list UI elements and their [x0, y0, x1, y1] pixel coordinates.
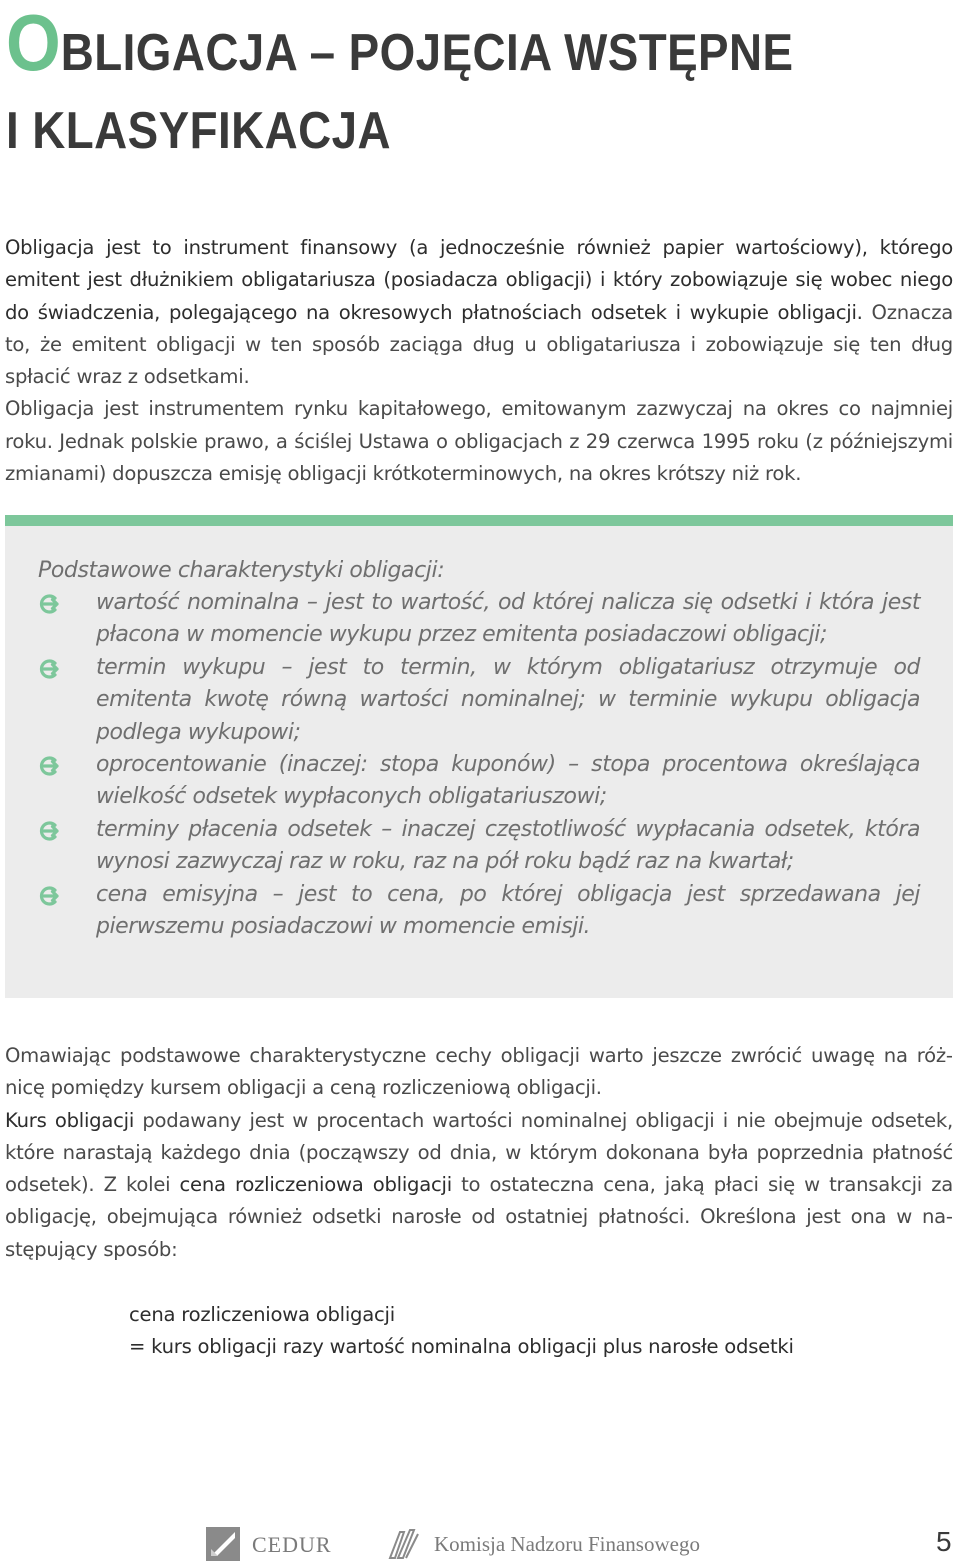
title-line-2: I KLASYFIKACJA	[6, 102, 391, 160]
list-item	[38, 814, 920, 879]
knf-label: Komisja Nadzoru Finansowego	[434, 1532, 700, 1556]
title-line-1	[6, 0, 794, 92]
characteristics-title: Podstawowe charakterystyki obligacji:	[38, 558, 445, 583]
cedur-label: CEDUR	[252, 1532, 332, 1557]
cedur-logo-icon	[206, 1527, 240, 1561]
price-section	[5, 1040, 953, 1266]
page-title	[6, 0, 794, 170]
list-item	[38, 879, 920, 944]
intro-explanation: Oznacza to, że emitent obligacji w ten sposób zaciąga dług u obligatariusza i zobowiązuje się ten dług spłacić wraz z odsetkami.	[5, 300, 953, 389]
intro-definition: Obligacja jest to instrument finansowy (a jednocześnie również papier wartościowy), którego emitent jest dłużnikiem obligatariusza (posiadacza obligacji) i który zobowiązuje się wobec niego do świadczenia, polegającego na okresowych płatnościach odsetek i wykupie obligacji.	[5, 236, 953, 324]
page-footer	[0, 1520, 960, 1563]
title-line-1-text: BLIGACJA – POJĘCIA WSTĘPNE	[60, 24, 794, 82]
page-number: 5	[936, 1526, 952, 1557]
intro-section	[5, 232, 953, 490]
formula-line-1: cena rozliczeniowa obligacji	[129, 1303, 395, 1326]
characteristics-list	[38, 587, 920, 943]
list-item	[38, 587, 920, 652]
formula-line-2: = kurs obligacji razy wartość nominalna obligacji plus narosłe odsetki	[129, 1335, 794, 1359]
price-text-2: to ostateczna cena, jaką płaci się w transakcji za obligację, obejmująca również odsetki narosłe od ostatniej płatności. Określona jest ona w następujący sposób:	[5, 1173, 953, 1261]
title-first-letter: O	[6, 0, 61, 87]
price-paragraph-1: Omawiając podstawowe charakterystyczne cechy obligacji warto jeszcze zwrócić uwagę na różnicę pomiędzy kursem obligacji a ceną rozliczeniową obligacji.	[5, 1044, 953, 1100]
settlement-price-formula	[129, 1299, 794, 1364]
arrow-right-circle-icon	[38, 659, 60, 679]
list-item	[38, 652, 920, 749]
knf-logo-icon	[386, 1526, 422, 1562]
characteristic-text: oprocentowanie (inaczej: stopa kuponów) – stopa procentowa określająca wielkość odsetek wypłaconych obligatariuszowi;	[96, 752, 920, 810]
characteristic-text: cena emisyjna – jest to cena, po której obligacja jest sprzedawana jej pierwszemu posiadaczowi w momencie emisji.	[96, 881, 920, 940]
arrow-right-circle-icon	[38, 594, 60, 614]
term-bond-price: Kurs obligacji	[5, 1108, 135, 1132]
price-paragraph-2	[5, 1105, 953, 1266]
price-text-1: podawany jest w procentach wartości nominalnej obligacji i nie obejmuje odsetek, które narastają każdego dnia (począwszy od dnia, w którym dokonana była poprzednia płatność odsetek). Z kolei	[5, 1108, 953, 1197]
characteristic-text: wartość nominalna – jest to wartość, od której nalicza się odsetki i która jest płacona w momencie wykupu przez emitenta posiadaczowi obligacji;	[96, 590, 920, 648]
arrow-right-circle-icon	[38, 886, 60, 906]
arrow-right-circle-icon	[38, 821, 60, 841]
intro-paragraph-2: Obligacja jest instrumentem rynku kapitałowego, emitowanym zazwyczaj na okres co najmniej roku. Jednak polskie prawo, a ściślej Ustawa o obligacjach z 29 czerwca 1995 roku (z późniejszymi zmianami) dopuszcza emisję obligacji krótkoterminowych, na okres krótszy niż rok.	[5, 397, 953, 486]
list-item	[38, 749, 920, 814]
arrow-right-circle-icon	[38, 756, 60, 776]
term-settlement-price: cena rozliczeniowa obligacji	[179, 1173, 452, 1197]
characteristic-text: termin wykupu – jest to termin, w którym obligatariusz otrzymuje od emitenta kwotę równą wartości nominalnej; w terminie wykupu obligacja podlega wykupowi;	[96, 654, 920, 745]
intro-paragraph-1	[5, 232, 953, 393]
characteristic-text: terminy płacenia odsetek – inaczej częstotliwość wypłacania odsetek, która wynosi zazwyczaj raz w roku, raz na pół roku bądź raz na kwartał;	[96, 816, 920, 875]
section-divider-bar	[5, 515, 953, 526]
